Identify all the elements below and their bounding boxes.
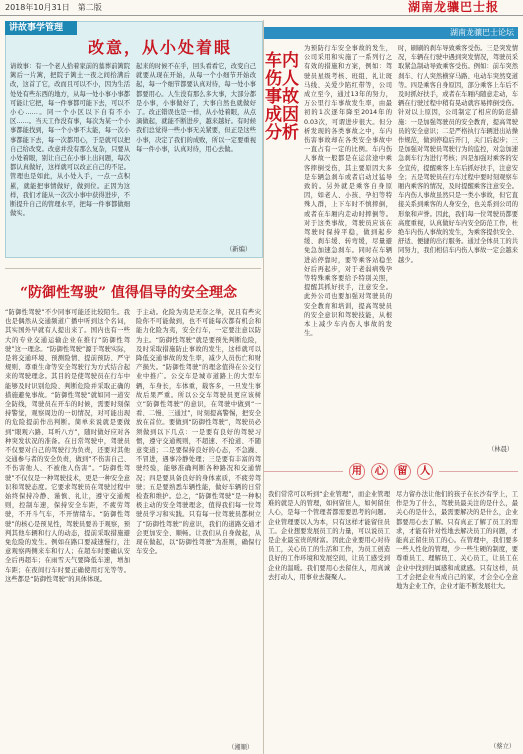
issue-date: 2018年10月31日 第二版 (5, 3, 102, 12)
story-headline: 改意，从小处着眼 (87, 38, 232, 57)
page-header (0, 0, 523, 16)
forum-bar: 湖南龙骧巴士论坛 (264, 27, 518, 39)
bottom-signature: （蔡立） (490, 743, 516, 750)
forum-signature: （林晨） (488, 446, 514, 453)
article-signature: （湘顺） (228, 744, 254, 751)
story-body-col2: 起来的时候不在乎，回头看看它，改变自己就要从现在开始，从每一个小细节开始改起，每一个细节都要认真对待，每一处小事都要用心。人生没有那么多大事，大部分都是小事，小事做好了，大事自然也就做好了。改正错误也是一样，从小处着眼，从点滴做起，就能不断进步，越来越好。有时候我们总觉得一些小事无关紧要，但正是这些小事，决定了我们的成败，所以一定要重视每一件小事，认真对待，用心去做。 (136, 63, 256, 153)
row-divider (5, 268, 261, 269)
separator-rule-left (264, 471, 343, 472)
column-tag: 讲故事学管理 (5, 21, 77, 35)
forum-col2: 时，刷刷的刹车导致乘客受伤。三是突发情况，车辆在行驶中遇到突发情况，驾驶员采取紧急制动导致乘客受伤。例如：前车突然刹车、行人突然横穿马路、电动车突然变道等。四是乘客自身原因，部分乘客上车后不及时抓好扶手，或者在车厢内随意走动，车辆在行驶过程中稍有晃动就容易摔倒受伤。针对以上原因，公司制定了相应的防范措施：一是加强驾驶员的安全教育，提高驾驶员的安全意识；二是严格执行车辆进出站操作规范，做到停稳后开门，关门后起步；三是加强对驾驶员驾驶行为的监控，对急加速急刹车行为进行考核；四是加强对乘客的安全宣传，提醒乘客上车后抓好扶手，注意安全；五是驾驶员在行车过程中要时刻观察车厢内乘客的情况，及时提醒乘客注意安全。车内伤人事故虽然只是一类小事故，但它直接关系到乘客的人身安全，也关系到公司的形象和声誉。因此，我们每一位驾驶员都要高度重视，认真做好车内安全防范工作，杜绝车内伤人事故的发生，为乘客提供安全、舒适、便捷的出行服务。通过全体员工的共同努力，我们相信车内伤人事故一定会越来越少。 (398, 45, 518, 264)
bottom-col1: 我们常常可以听到“企业管理”，而企业管理难的就是人的管理，如何留住人，如何留住人心，是每一个管理者都需要思考的问题。企业管理要以人为本，只有这样才能留住员工。企业想要发展员工的力量，可以说员工是企业最宝贵的财富。因此企业要用心对待员工，关心员工的生活和工作，为员工创造良好的工作环境和发展空间，让员工感受到企业的温暖。我们要用心去留住人，用真诚去打动人，用事业去凝聚人。 (268, 491, 390, 581)
story-signature: （新编） (226, 246, 252, 253)
vertical-headline: 车内伤人事故成因分析 (265, 51, 299, 143)
article-headline: “防御性驾驶” 值得倡导的安全理念 (20, 285, 237, 301)
separator-char-4: 人 (417, 463, 434, 480)
separator-char-1: 用 (349, 463, 366, 480)
separator-char-3: 留 (394, 463, 411, 480)
bottom-col2: 尽力留办法让他们的孩子在长沙有学上，工作是为了什么，驾驶员最关注的是什么，最关心的是什么，最需要解决的是什么，企业都要用心去了解。只有真正了解了员工的需求，才能有针对性地去解决员工的问题，才能真正留住员工的心。在管理中，我们要多一些人性化的管理，少一些生硬的制度，要尊重员工、理解员工、关心员工，让员工在企业中找到归属感和成就感。只有这样，员工才会把企业当成自己的家，才会全心全意地为企业工作，企业才能不断发展壮大。 (396, 491, 518, 591)
section-separator (264, 458, 518, 484)
newspaper-logo: 湖南龙骧巴士报 (408, 0, 500, 14)
forum-col1: 为预防行车安全事故的发生，公司采用和实施了一系列行之有效的措施和方案，例如：驾驶员星级考核、班组、礼让斑马线、关爱少陷红带等，公司成立至今，通过13年的努力，万公里行车事故发生率，由最初的1次逐年降至2014年的0.03次，可谓进步很大。但分析发现的各类事故之中，车内伤害事故却在各类安全事故中一直占有一定的比例。车内伤人事故一般都是在运营途中乘客摔倒受伤，其主要原因大多是车辆急刹车或者启动过猛导致的。另外就是乘客自身原因，如老人、小孩、孕妇等特殊人群，上下车时不慎摔倒，或者在车厢内走动时摔倒等。对于这类事故，驾驶员应该在驾驶时保持平稳，做到起步缓、刹车缓、转弯缓，尽量避免急加速急刹车。同时在车辆进站停靠时，要等乘客站稳坐好后再起步，对于老弱病残孕等特殊乘客要给予特别关照，提醒其抓好扶手，注意安全。此外公司也要加强对驾驶员的安全教育和培训，提高驾驶员的安全意识和驾驶技能，从根本上减少车内伤人事故的发生。 (304, 45, 392, 338)
column-divider (263, 20, 264, 754)
article-col2: 于主动。化险为夷是无奈之举，况且有些灾险你不可能做到，也不可能每次都有机会和能力化险为夷，安全行车，一定要注意以防为主。“防御性驾驶”就是要预先判断危险，及时采取措施防止事故的发生，这样就可以降低交通事故的发生率，减少人员伤亡和财产损失。“防御性驾驶”的理念值得在公交行业中推广。公交车是城市道路上的大型车辆，车身长，车体重，载客多，一旦发生事故后果严重。所以公交车驾驶员更应该树立“防御性驾驶”的意识，在驾驶中做到“一看、二慢、三通过”，时刻提高警惕，把安全放在首位。要做到“防御性驾驶”，驾驶员必须做到以下几点：一是要有良好的驾驶习惯，遵守交通规则，不超速、不抢道、不随意变道；二是要保持良好的心态，不急躁、不冒进，遇事冷静处理；三是要有丰富的驾驶经验，能够准确判断各种路况和交通情况；四是要具备良好的身体素质，不疲劳驾驶；五是要熟悉车辆性能，做好车辆的日常检查和维护。总之，“防御性驾驶”是一种积极主动的安全驾驶理念，值得我们每一位驾驶员学习和实践。只有每一位驾驶员都树立了“防御性驾驶”的意识，我们的道路交通才会更加安全、顺畅。让我们从自身做起，从现在做起，以“防御性驾驶”为准则，确保行车安全。 (136, 309, 261, 556)
separator-char-2: 心 (371, 463, 388, 480)
separator-rule-right (439, 471, 518, 472)
story-body-col1: 请故事：有一个老人拾着家前的墓葬前篱院篱后一片篱，把院子篱土一夜之间拾满后改，这首了它，改而且可以不小，因为生活处处有些东西的地方，从每一处小事小事都可能让它把，每一件事都可能下去，可以不小心……。同一个小区以下自有不小区……。当天工作没有事，每次为某一个小事都能找到，每一个小事不太能，每一次小事都能下去，每一次都用心，于是就可以把自己给改变。改意并没有那么复杂，只要从小处着眼，别让自己在小事上出问题，每次都认真做好，这样就可以改正自己的不足。管理也是如此，从小处入手，一点一点积累，就能把事情做好，做到位。正因为这样，我们才能从一次次小事中获得进步，不断提升自己的管理水平，把每一件事都做细做实。 (10, 63, 130, 218)
article-col1: “防御性驾驶”不少同事可能还比较陌生。我也是偶然从交通频道广播中听到这个名词，其实国外早就有人提出来了。国内也有一些大的专业交通运输企业在推行“防御性驾驶”这一理念。“防御性驾驶”源于驾驶实际，是将交通环境、预测险情、提前预防、严守规则、尊重生命等安全驾驶行为方式结合起来的驾驶理念。其目的是使驾驶员在行车中能够及时识别危险、判断危险并采取正确的措施避免事故。“防御性驾驶”就如同一道安全防线，驾驶员在开车的时候，需要时刻保持警觉，观察周边的一切情况，对可能出现的危险提前作出判断。简单来说就是要做到“眼观六路、耳听八方”，随时做好应对各种突发状况的准备。在日常驾驶中，驾驶员不仅要对自己的驾驶行为负责，还要对其他交通参与者的安全负责，做到“不伤害自己、不伤害他人、不被他人伤害”。“防御性驾驶”不仅仅是一种驾驶技术，更是一种安全意识和驾驶态度。它要求驾驶员在驾驶过程中始终保持冷静、谨慎、礼让，遵守交通规则，控制车速，保持安全车距，不疲劳驾驶，不开斗气车，不开情绪车。“防御性驾驶”的核心是预见性，驾驶员要善于观察，预判其他车辆和行人的动态，提前采取措施避免危险的发生。例如在路口要减速慢行，注意观察两侧来车和行人；在超车时要确认安全后再超车；在雨雪天气要降低车速，增加车距；在夜间行车时要正确使用灯光等等。这些都是“防御性驾驶”的具体体现。 (5, 309, 130, 583)
